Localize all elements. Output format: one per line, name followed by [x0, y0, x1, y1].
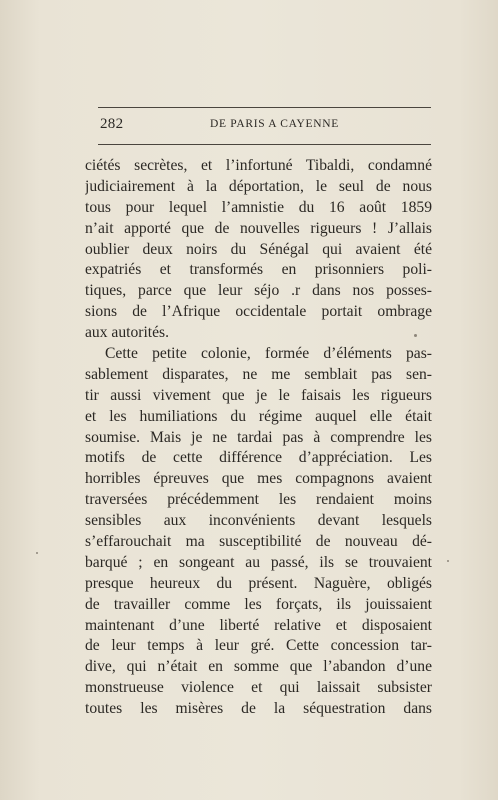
paper-speck — [36, 552, 38, 554]
text-line: aux autorités. — [85, 324, 170, 342]
text-line: motifs de cette différence d’appréciation. Les — [85, 449, 432, 467]
paragraph-start-line: Cette petite colonie, formée d’éléments pas- — [105, 345, 432, 363]
text-line: judiciairement à la déportation, le seul de nous — [85, 177, 432, 195]
text-line: horribles épreuves que mes compagnons avaient — [85, 470, 432, 488]
text-line: de travailler comme les forçats, ils jouissaient — [85, 595, 432, 613]
text-line: sablement disparates, ne me semblait pas sen- — [85, 365, 432, 383]
text-line: dive, qui n’était en somme que l’abandon d’une — [85, 658, 432, 676]
text-line: sions de l’Afrique occidentale portait ombrage — [85, 303, 432, 321]
text-line: soumise. Mais je ne tardai pas à comprendre les — [85, 428, 432, 446]
running-title: DE PARIS A CAYENNE — [210, 118, 340, 130]
text-line: s’effarouchait ma susceptibilité de nouveau dé- — [85, 533, 432, 551]
text-line: n’ait apporté que de nouvelles rigueurs ! J’allais — [85, 219, 432, 237]
text-line: barqué ; en songeant au passé, ils se trouvaient — [85, 553, 432, 571]
text-line: expatriés et transformés en prisonniers poli- — [85, 261, 432, 279]
running-head — [98, 112, 431, 138]
text-line: oublier deux noirs du Sénégal qui avaient été — [85, 240, 432, 258]
text-line: et les humiliations du régime auquel elle était — [85, 407, 432, 425]
page-number: 282 — [100, 116, 124, 132]
header-rule-bottom — [98, 144, 431, 145]
text-line: traversées précédemment les rendaient moins — [85, 491, 432, 509]
text-line: de leur temps à leur gré. Cette concession tar- — [85, 637, 432, 655]
text-line: tiques, parce que leur séjo .r dans nos posses- — [85, 282, 432, 300]
body-text — [85, 156, 432, 720]
paper-speck — [447, 560, 449, 562]
text-line: sensibles aux inconvénients devant lesquels — [85, 512, 432, 530]
text-line: tous pour lequel l’amnistie du 16 août 1859 — [85, 198, 432, 216]
text-line: ciétés secrètes, et l’infortuné Tibaldi, condamné — [85, 157, 432, 174]
text-line: monstrueuse violence et qui laissait subsister — [85, 679, 432, 697]
text-line: toutes les misères de la séquestration dans — [85, 700, 432, 718]
text-line: presque heureux du présent. Naguère, obligés — [85, 574, 432, 592]
text-line: maintenant d’une liberté relative et disposaient — [85, 616, 432, 634]
text-line: tir aussi vivement que je le faisais les rigueurs — [85, 386, 432, 404]
header-rule-top — [98, 107, 431, 108]
paper-speck — [414, 334, 417, 337]
